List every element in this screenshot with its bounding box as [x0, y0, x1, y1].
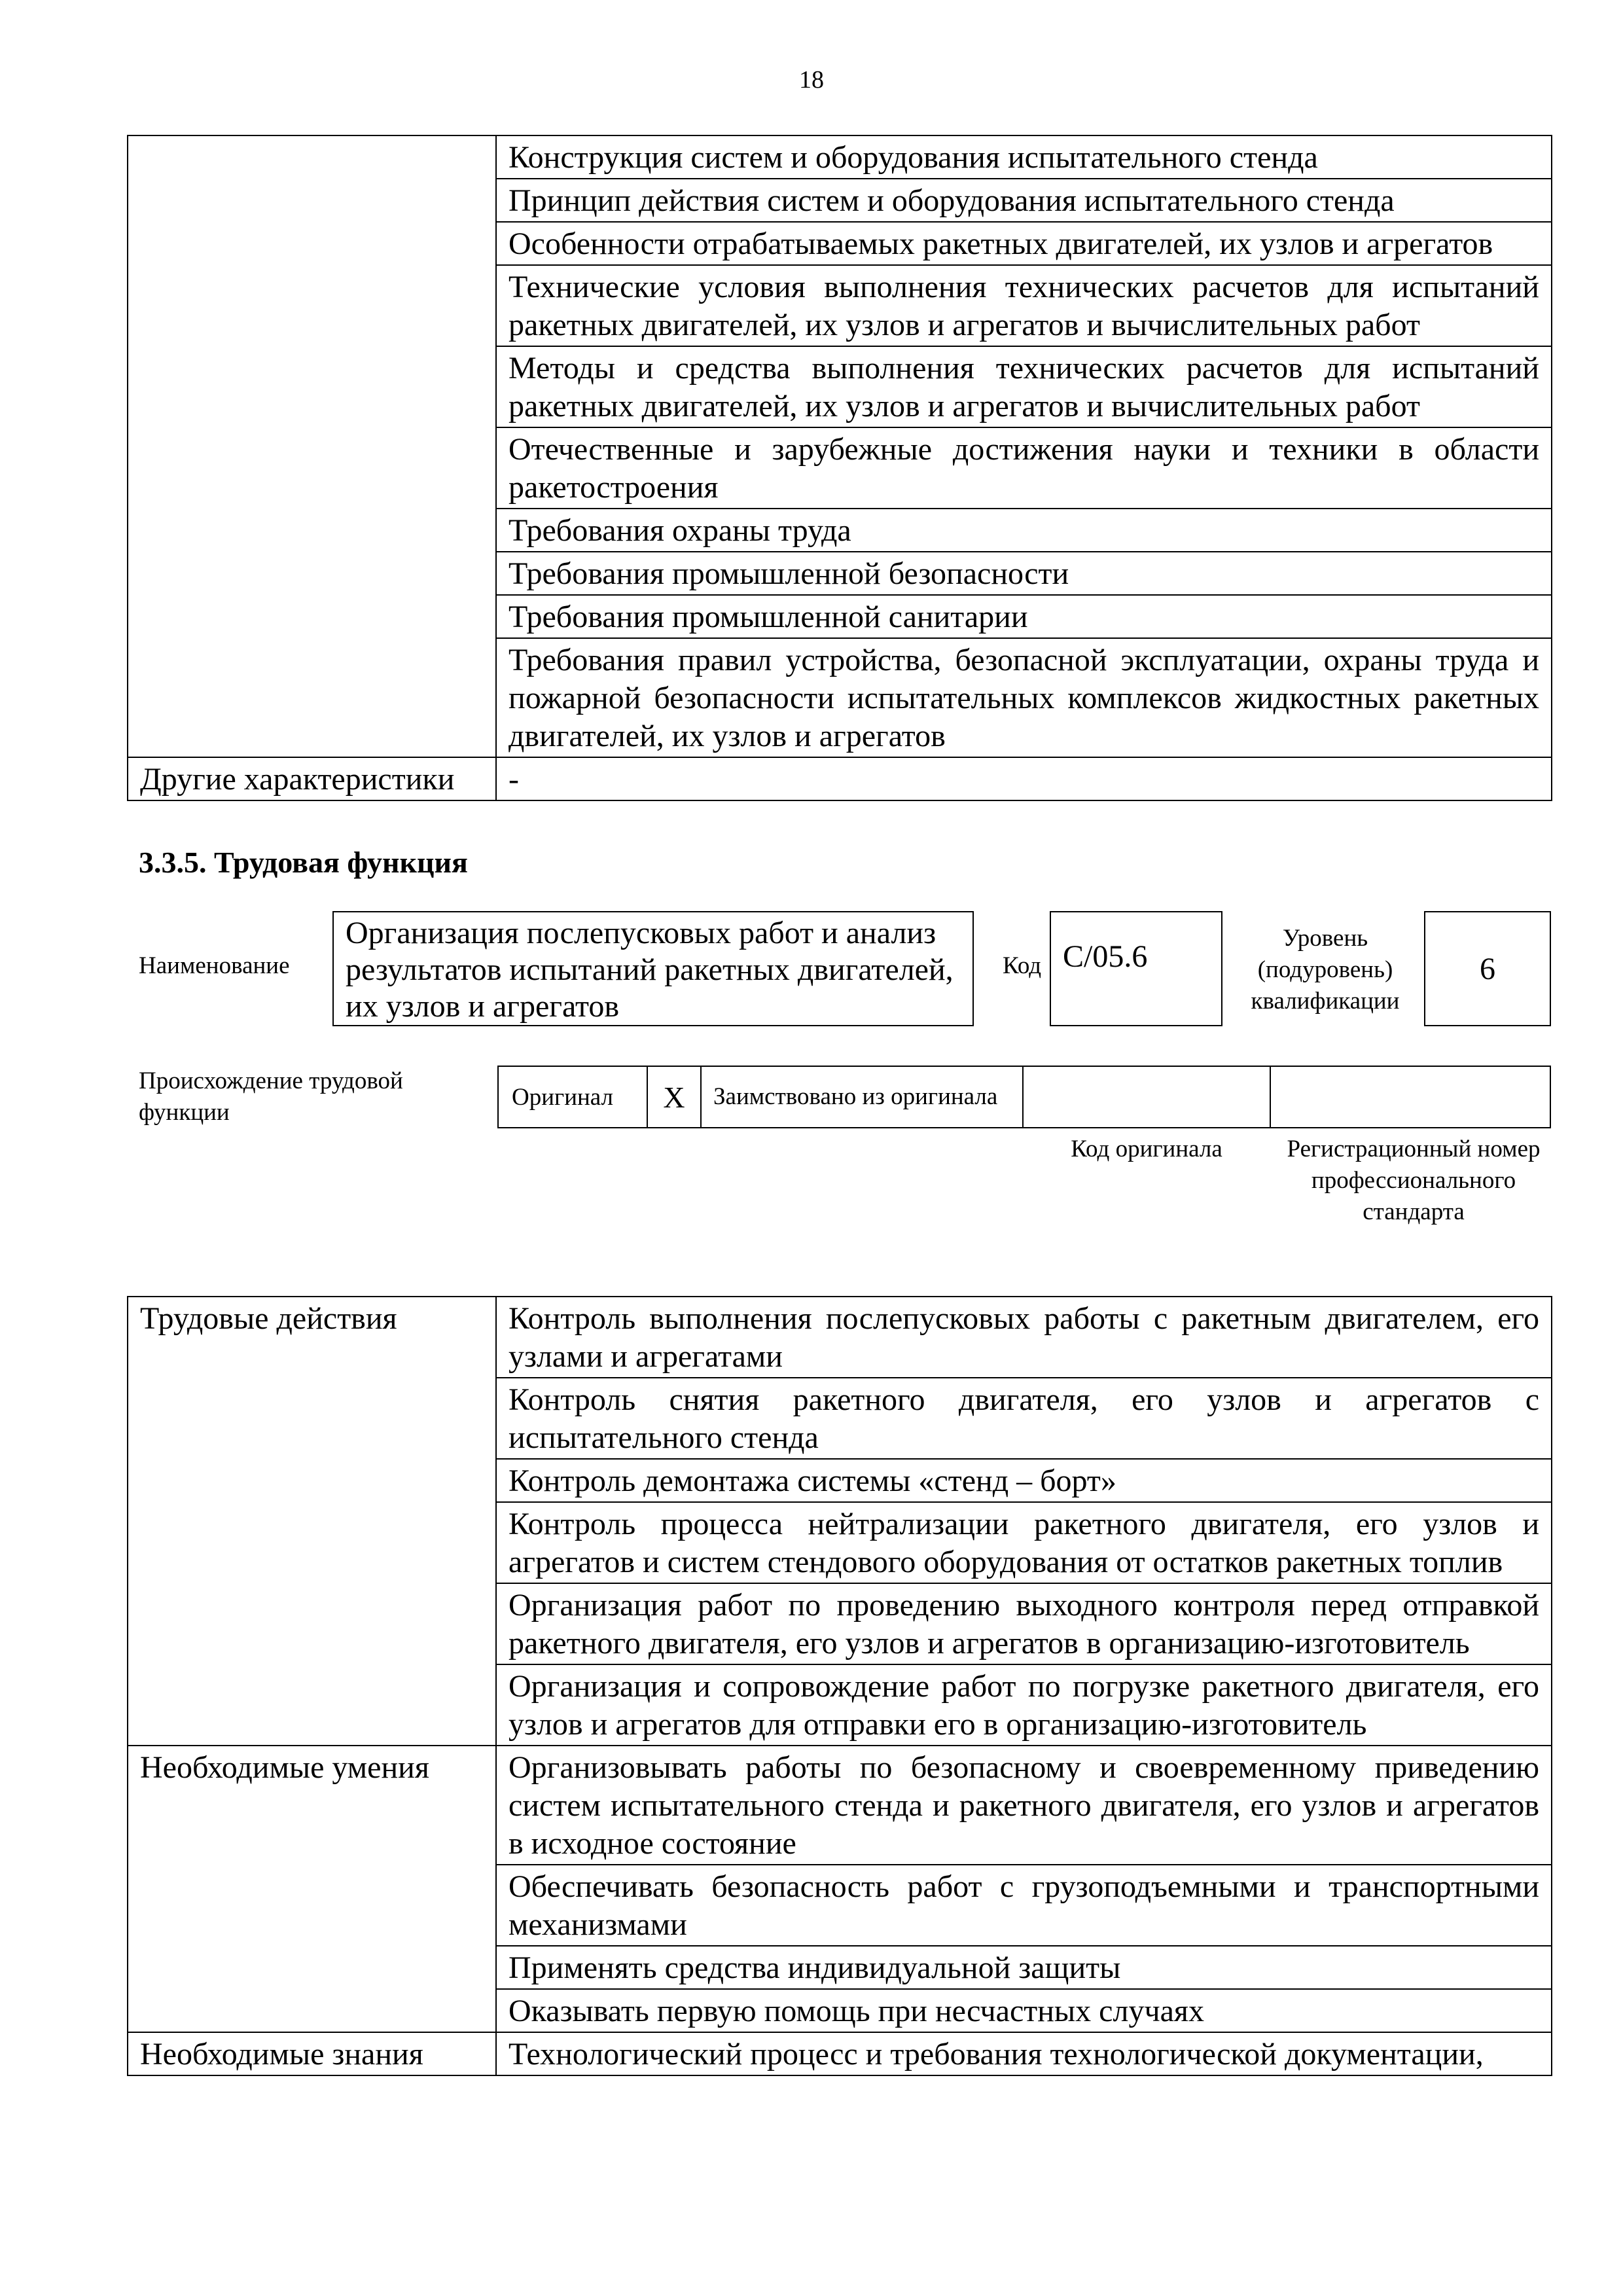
original-mark-text: X — [663, 1080, 685, 1114]
reg-number-box — [1270, 1066, 1551, 1128]
other-characteristics-label: Другие характеристики — [128, 757, 496, 800]
table-row — [128, 1746, 1552, 1865]
table-cell: Технологический процесс и требования технологической документации, — [496, 2032, 1552, 2075]
group-label-knowledge: Необходимые знания — [128, 2032, 496, 2075]
table-cell: Контроль процесса нейтрализации ракетного двигателя, его узлов и агрегатов и систем стендового оборудования от остатков ракетных топлив — [496, 1502, 1552, 1583]
code-box — [1050, 911, 1222, 1026]
table-cell: Требования правил устройства, безопасной эксплуатации, охраны труда и пожарной безопасности испытательных комплексов жидкостных ракетных двигателей, их узлов и агрегатов — [496, 638, 1552, 757]
code-value: C/05.6 — [1063, 939, 1148, 974]
knowledge-table-continued — [127, 135, 1552, 801]
table-cell: Контроль выполнения послепусковых работы с ракетным двигателем, его узлами и агрегатами — [496, 1297, 1552, 1378]
table-cell: Требования охраны труда — [496, 509, 1552, 552]
table-cell: Применять средства индивидуальной защиты — [496, 1946, 1552, 1989]
reg-number-label: Регистрационный номер профессионального стандарта — [1287, 1136, 1541, 1225]
name-label: Наименование — [139, 952, 290, 979]
table-row — [128, 1297, 1552, 1378]
table-row — [128, 135, 1552, 179]
table-row — [128, 757, 1552, 800]
original-mark — [647, 1066, 702, 1128]
original-label-text: Оригинал — [512, 1083, 614, 1111]
table-cell: Организовывать работы по безопасному и своевременному приведению систем испытательного стенда и ракетного двигателя, его узлов и агрегатов в исходное состояние — [496, 1746, 1552, 1865]
table-cell: Организация и сопровождение работ по погрузке ракетного двигателя, его узлов и агрегатов для отправки его в организацию-изготовитель — [496, 1664, 1552, 1746]
table-cell: Оказывать первую помощь при несчастных случаях — [496, 1989, 1552, 2032]
page-number: 18 — [799, 66, 824, 94]
table-cell: Обеспечивать безопасность работ с грузоподъемными и транспортными механизмами — [496, 1865, 1552, 1946]
row-label-empty — [128, 135, 496, 757]
table-cell: Отечественные и зарубежные достижения науки и техники в области ракетостроения — [496, 427, 1552, 509]
table-cell: Методы и средства выполнения технических расчетов для испытаний ракетных двигателей, их узлов и агрегатов и вычислительных работ — [496, 346, 1552, 427]
borrowed-label — [700, 1066, 1024, 1128]
borrowed-label-text: Заимствовано из оригинала — [713, 1083, 998, 1110]
labor-function-table — [127, 1296, 1552, 2076]
origin-label: Происхождение трудовой функции — [139, 1067, 403, 1126]
original-label — [497, 1066, 648, 1128]
function-name-box — [332, 911, 974, 1026]
code-original-label: Код оригинала — [1071, 1136, 1222, 1162]
table-cell: Контроль снятия ракетного двигателя, его узлов и агрегатов с испытательного стенда — [496, 1378, 1552, 1459]
table-cell: Контроль демонтажа системы «стенд – борт» — [496, 1459, 1552, 1502]
code-original-box — [1022, 1066, 1271, 1128]
table-row — [128, 2032, 1552, 2075]
other-characteristics-value: - — [496, 757, 1552, 800]
table-cell: Принцип действия систем и оборудования испытательного стенда — [496, 179, 1552, 222]
table-cell: Технические условия выполнения технических расчетов для испытаний ракетных двигателей, их узлов и агрегатов и вычислительных работ — [496, 265, 1552, 346]
table-cell: Организация работ по проведению выходного контроля перед отправкой ракетного двигателя, его узлов и агрегатов в организацию-изготовитель — [496, 1583, 1552, 1664]
group-label-skills: Необходимые умения — [128, 1746, 496, 2032]
section-title: 3.3.5. Трудовая функция — [139, 846, 468, 879]
table-cell: Конструкция систем и оборудования испытательного стенда — [496, 135, 1552, 179]
function-name-value: Организация послепусковых работ и анализ результатов испытаний ракетных двигателей, их узлов и агрегатов — [346, 916, 954, 1024]
code-label: Код — [1003, 952, 1042, 979]
qualification-level-label: Уровень (подуровень) квалификации — [1251, 925, 1400, 1014]
group-label-actions: Трудовые действия — [128, 1297, 496, 1746]
level-box — [1424, 911, 1551, 1026]
table-cell: Требования промышленной безопасности — [496, 552, 1552, 595]
table-cell: Требования промышленной санитарии — [496, 595, 1552, 638]
table-cell: Особенности отрабатываемых ракетных двигателей, их узлов и агрегатов — [496, 222, 1552, 265]
level-value: 6 — [1480, 951, 1495, 986]
origin-row — [497, 1066, 1551, 1128]
